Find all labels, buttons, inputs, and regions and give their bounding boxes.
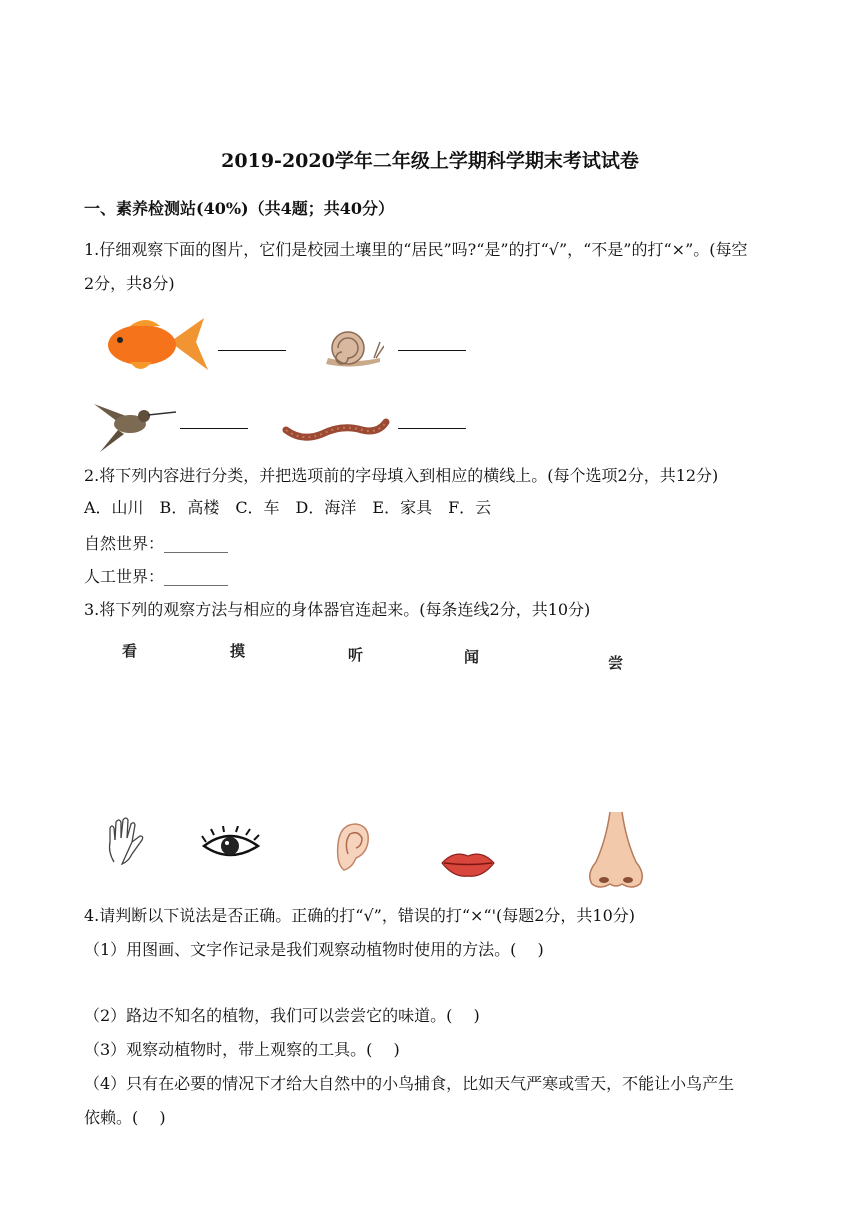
nose-icon xyxy=(584,810,648,890)
q1-answer-blank-2[interactable] xyxy=(398,350,466,351)
ear-icon xyxy=(334,820,372,876)
method-smell: 闻 xyxy=(464,648,480,666)
method-touch: 摸 xyxy=(230,642,246,660)
q1-answer-blank-1[interactable] xyxy=(218,350,286,351)
q4-item-1: （1）用图画、文字作记录是我们观察动植物时使用的方法。( ) xyxy=(84,940,544,959)
q2-artificial-world[interactable]: 人工世界：________ xyxy=(84,567,229,586)
earthworm-icon xyxy=(282,414,390,446)
hummingbird-icon xyxy=(90,398,178,456)
q4-item-4-continued: 依赖。( ) xyxy=(84,1108,166,1127)
snail-icon xyxy=(322,326,384,370)
q1-answer-blank-3[interactable] xyxy=(180,428,248,429)
goldfish-icon xyxy=(100,312,210,378)
method-see: 看 xyxy=(122,642,138,660)
q2-natural-world[interactable]: 自然世界：________ xyxy=(84,534,229,553)
q1-stem-line1: 1.仔细观察下面的图片，它们是校园土壤里的“居民”吗?“是”的打“√”，“不是”的打“×”。(每空 xyxy=(84,240,748,259)
q1-stem-line2: 2分，共8分) xyxy=(84,274,175,293)
q2-options: A．山川 B．高楼 C．车 D．海洋 E．家具 F．云 xyxy=(84,498,492,517)
eye-icon xyxy=(200,826,262,866)
q4-stem: 4.请判断以下说法是否正确。正确的打“√”，错误的打“×“'(每题2分，共10分) xyxy=(84,906,636,925)
lips-icon xyxy=(440,848,496,878)
q4-item-2: （2）路边不知名的植物，我们可以尝尝它的味道。( ) xyxy=(84,1006,480,1025)
q1-answer-blank-4[interactable] xyxy=(398,428,466,429)
q4-item-4: （4）只有在必要的情况下才给大自然中的小鸟捕食，比如天气严寒或雪天，不能让小鸟产生 xyxy=(84,1074,735,1093)
method-taste: 尝 xyxy=(608,654,624,672)
q4-item-3: （3）观察动植物时，带上观察的工具。( ) xyxy=(84,1040,400,1059)
method-hear: 听 xyxy=(348,646,364,664)
section-heading: 一、素养检测站(40%)（共4题；共40分） xyxy=(84,199,395,218)
hand-icon xyxy=(104,816,148,866)
q3-stem: 3.将下列的观察方法与相应的身体器官连起来。(每条连线2分，共10分) xyxy=(84,600,591,619)
q2-stem: 2.将下列内容进行分类，并把选项前的字母填入到相应的横线上。(每个选项2分，共12分) xyxy=(84,466,719,485)
page-title: 2019-2020学年二年级上学期科学期末考试试卷 xyxy=(221,150,639,172)
